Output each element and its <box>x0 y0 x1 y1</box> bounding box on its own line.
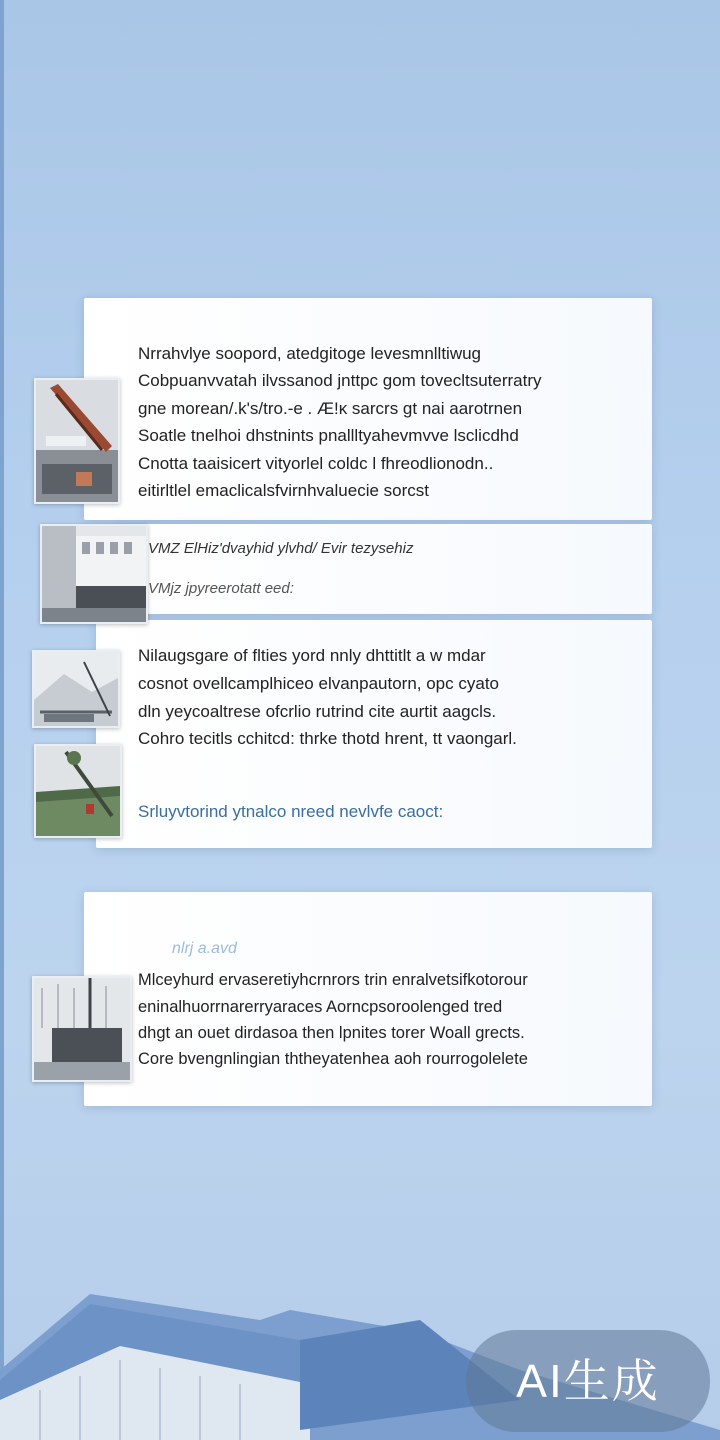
harbor-photo-icon[interactable] <box>32 650 120 728</box>
card-3-line-2: cosnot ovellcamplhiceo elvanpautorn, opc cyato <box>138 674 499 693</box>
ai-generated-badge: AI生成 <box>466 1330 710 1432</box>
card-1-line-1: Nrrahvlye soopord, atedgitoge levesmnlltiwug <box>138 344 482 363</box>
card-4-title: nlrj a.avd <box>172 940 237 957</box>
garden-photo-icon[interactable] <box>34 744 122 838</box>
card-3-line-4: Cohro tecitls cchitcd: thrke thotd hrent, tt vaongarl. <box>138 729 517 748</box>
card-2-line-1: VMZ ElHiz'dvayhid ylvhd/ Evir tezysehiz <box>148 540 414 557</box>
card-3-line-3: dln yeycoaltrese ofcrlio rutrind cite aurtit aagcls. <box>138 702 497 721</box>
card-4-line-1: Mlceyhurd ervaseretiyhcrnrors trin enralvetsifkotorour <box>138 971 528 989</box>
article-card-4[interactable] <box>84 892 652 1106</box>
card-1-line-2: Cobpuanvvatah ilvssanod jnttpc gom tovecltsuterratry <box>138 371 542 390</box>
article-card-3[interactable] <box>96 620 652 848</box>
card-4-line-2: eninalhuorrnarerryaraces Aorncpsoroolenged tred <box>138 998 503 1016</box>
article-card-2[interactable] <box>116 524 652 614</box>
card-2-line-2: VMjz jpyreerotatt eed: <box>148 580 294 597</box>
card-3-read-more-link[interactable]: Srluyvtorind ytnalco nreed nevlvfe caoct: <box>138 802 444 821</box>
card-1-line-6: eitirltlel emaclicalsfvirnhvaluecie sorcst <box>138 481 429 500</box>
card-4-line-4: Core bvengnlingian ththeyatenhea aoh rourrogolelete <box>138 1050 528 1068</box>
card-4-line-3: dhgt an ouet dirdasoa then lpnites torer Woall grects. <box>138 1024 525 1042</box>
card-1-line-4: Soatle tnelhoi dhstnints pnallltyahevmvve lsclicdhd <box>138 426 519 445</box>
dock-photo-icon[interactable] <box>32 976 132 1082</box>
building-photo-icon[interactable] <box>40 524 148 624</box>
card-3-line-1: Nilaugsgare of flties yord nnly dhttitlt a w mdar <box>138 646 486 665</box>
left-edge-divider <box>0 0 4 1440</box>
card-1-line-5: Cnotta taaisicert vityorlel coldc l fhreodlionodn.. <box>138 454 494 473</box>
article-card-1[interactable] <box>84 298 652 520</box>
tower-photo-icon[interactable] <box>34 378 120 504</box>
card-1-line-3: gne morean/.k's/tro.-e . Æ!ĸ sarcrs gt nai aarotrnen <box>138 399 523 418</box>
